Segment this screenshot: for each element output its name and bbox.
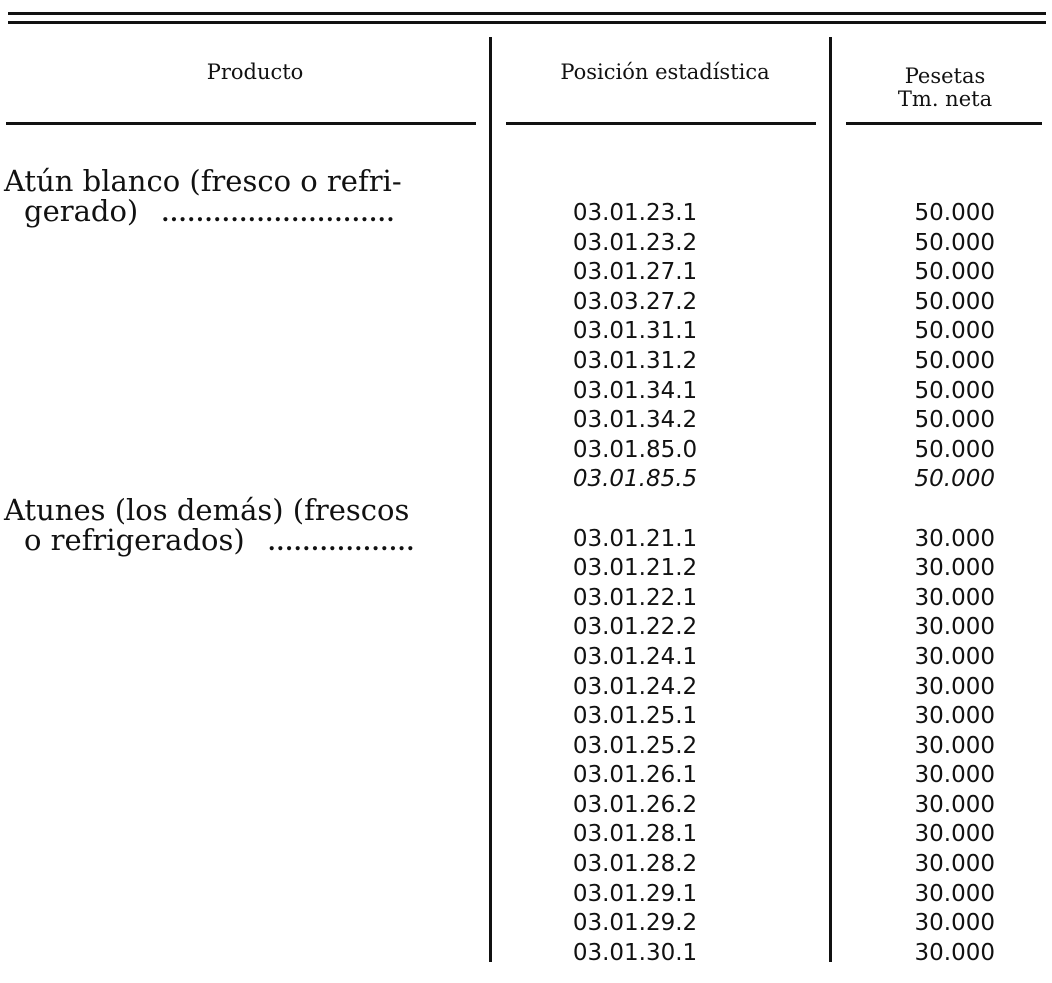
table-cell-pesetas: 30.000 (914, 525, 995, 552)
table-cell-pos: 03.01.34.2 (572, 407, 698, 434)
table-cell-pesetas: 30.000 (914, 673, 995, 700)
table-cell-pesetas: 50.000 (914, 466, 995, 493)
table-cell-pesetas: 30.000 (914, 584, 995, 611)
table-cell-pos: 03.01.29.2 (572, 910, 698, 937)
table-cell-pesetas: 50.000 (914, 347, 995, 374)
table-cell-pesetas: 30.000 (914, 791, 995, 818)
product-group-1-line1: Atún blanco (fresco o refri- (4, 164, 402, 198)
table-cell-pos: 03.01.25.2 (572, 732, 698, 759)
table-cell-pesetas: 50.000 (914, 318, 995, 345)
table-cell-pos: 03.01.24.2 (572, 673, 698, 700)
table-cell-pesetas: 50.000 (914, 407, 995, 434)
table-cell-pesetas: 30.000 (914, 732, 995, 759)
leader-dots: ................. (267, 530, 416, 556)
table-cell-pesetas: 30.000 (914, 939, 995, 966)
header-underline-producto (6, 122, 476, 125)
table-cell-pesetas: 30.000 (914, 851, 995, 878)
header-underline-pesetas (846, 122, 1042, 125)
table-cell-pos: 03.01.25.1 (572, 703, 698, 730)
table-cell-pos: 03.01.31.1 (572, 318, 698, 345)
table-cell-pos: 03.01.29.1 (572, 880, 698, 907)
header-underline-posicion (506, 122, 816, 125)
table-cell-pesetas: 50.000 (914, 200, 995, 226)
table-cell-pesetas: 30.000 (914, 762, 995, 789)
table-cell-pesetas: 30.000 (914, 643, 995, 670)
table-cell-pesetas: 30.000 (914, 821, 995, 848)
leader-dots: ........................... (161, 201, 396, 227)
top-rule-upper (8, 12, 1046, 15)
header-producto: Producto (206, 60, 304, 84)
table-cell-pesetas: 50.000 (914, 377, 995, 404)
table-cell-pesetas: 50.000 (914, 259, 995, 286)
table-cell-pos: 03.03.27.2 (572, 288, 698, 315)
table-cell-pos: 03.01.21.1 (572, 525, 698, 552)
table-cell-pos: 03.01.22.2 (572, 614, 698, 641)
header-pesetas-line1: Pesetas (904, 64, 986, 88)
product-group-2-line1: Atunes (los demás) (frescos (4, 493, 410, 527)
table-cell-pesetas: 50.000 (914, 436, 995, 463)
column-divider-2 (829, 37, 832, 962)
product-group-2-line2: o refrigerados) ................. (24, 523, 416, 557)
table-cell-pos: 03.01.27.1 (572, 259, 698, 286)
table-cell-pos: 03.01.28.2 (572, 851, 698, 878)
pesetas-column (845, 199, 995, 968)
table-cell-pos: 03.01.23.1 (572, 200, 698, 226)
table-cell-pos: 03.01.30.1 (572, 939, 698, 966)
table-cell-pos: 03.01.23.2 (572, 229, 698, 256)
table-cell-pesetas: 30.000 (914, 703, 995, 730)
table-cell-pos: 03.01.31.2 (572, 347, 698, 374)
table-cell-pos: 03.01.85.0 (572, 436, 698, 463)
table-cell-pos: 03.01.26.1 (572, 762, 698, 789)
table-cell-pesetas: 30.000 (914, 910, 995, 937)
table-cell-pos: 03.01.21.2 (572, 555, 698, 582)
header-pesetas-line2: Tm. neta (897, 87, 993, 111)
table-cell-pesetas: 30.000 (914, 880, 995, 907)
product-group-1-line2: gerado) ........................... (24, 194, 396, 228)
table-cell-pesetas: 50.000 (914, 229, 995, 256)
table-cell-pesetas: 30.000 (914, 555, 995, 582)
table-cell-pos: 03.01.85.5 (572, 466, 698, 493)
table-cell-pesetas: 30.000 (914, 614, 995, 641)
table-cell-pos: 03.01.22.1 (572, 584, 698, 611)
top-rule-lower (8, 21, 1046, 24)
table-cell-pesetas: 50.000 (914, 288, 995, 315)
column-divider-1 (489, 37, 492, 962)
table-cell-pos: 03.01.24.1 (572, 643, 698, 670)
table-cell-pos: 03.01.26.2 (572, 791, 698, 818)
table-cell-pos: 03.01.34.1 (572, 377, 698, 404)
posicion-column (545, 199, 725, 968)
table-cell-pos: 03.01.28.1 (572, 821, 698, 848)
header-posicion: Posición estadística (560, 60, 770, 84)
